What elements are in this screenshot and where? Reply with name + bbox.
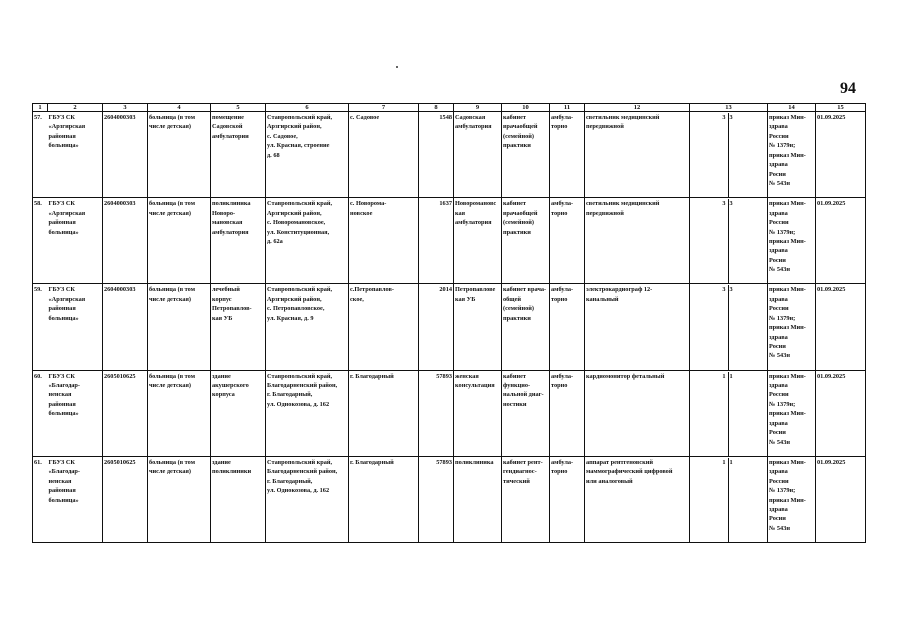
quantity-cell	[690, 112, 768, 198]
cabinet-cell: кабинет врача- общей (семейной) практики	[502, 284, 550, 370]
population-cell: 57893	[419, 456, 454, 542]
quantity-value: 3	[690, 285, 729, 370]
care-mode-cell: амбула- торно	[550, 370, 585, 456]
organization-cell: ГБУЗ СК «Благодар- ненская районная больница»	[48, 370, 103, 456]
column-header-4: 4	[148, 104, 211, 112]
address-cell: Ставропольский край, Арзгирский район, с. Петропавловское, ул. Красная, д. 9	[266, 284, 349, 370]
unit-cell: женская консультация	[454, 370, 502, 456]
quantity-required-value: 1	[729, 372, 733, 380]
column-header-12: 12	[585, 104, 690, 112]
building-cell: лечебный корпус Петропавлов- кая УБ	[211, 284, 266, 370]
column-header-2: 2	[48, 104, 103, 112]
date-cell: 01.09.2025	[816, 456, 866, 542]
order-reference-cell: приказ Мин- здрава России № 1379н; приказ Мин- здрава Росии № 543н	[768, 456, 816, 542]
address-cell: Ставропольский край, Благодарненский район, г. Благодарный, ул. Однокозова, д. 162	[266, 370, 349, 456]
column-header-7: 7	[349, 104, 419, 112]
table-row	[33, 284, 866, 370]
quantity-value: 3	[690, 199, 729, 284]
column-header-5: 5	[211, 104, 266, 112]
date-cell: 01.09.2025	[816, 370, 866, 456]
quantity-required-value: 3	[729, 286, 733, 294]
organization-cell: ГБУЗ СК «Арзгирская районная больница»	[48, 112, 103, 198]
order-reference-cell: приказ Мин- здрава России № 1379н; приказ Мин- здрава Росии № 543н	[768, 198, 816, 284]
order-reference-cell: приказ Мин- здрава России № 1379н; приказ Мин- здрава Росии № 543н	[768, 112, 816, 198]
column-header-15: 15	[816, 104, 866, 112]
population-cell: 57893	[419, 370, 454, 456]
facility-type-cell: больница (в том числе детская)	[148, 198, 211, 284]
date-cell: 01.09.2025	[816, 284, 866, 370]
quantity-cell	[690, 284, 768, 370]
organization-cell: ГБУЗ СК «Благодар- ненская районная больница»	[48, 456, 103, 542]
cabinet-cell: кабинет врачаобщей (семейной) практики	[502, 198, 550, 284]
equipment-cell: светильник медицинский передвижной	[585, 112, 690, 198]
equipment-cell: кардиомонитор фетальный	[585, 370, 690, 456]
row-number-cell: 59.	[33, 284, 48, 370]
population-cell: 1548	[419, 112, 454, 198]
column-header-14: 14	[768, 104, 816, 112]
header-row	[33, 104, 866, 112]
organization-cell: ГБУЗ СК «Арзгирская районная больница»	[48, 198, 103, 284]
column-header-8: 8	[419, 104, 454, 112]
quantity-required-value: 3	[729, 200, 733, 208]
registry-table	[32, 103, 866, 543]
unit-cell: Садовская амбулатория	[454, 112, 502, 198]
facility-type-cell: больница (в том числе детская)	[148, 284, 211, 370]
address-cell: Ставропольский край, Благодарненский район, г. Благодарный, ул. Однокозова, д. 162	[266, 456, 349, 542]
code-cell: 2604000303	[103, 284, 148, 370]
quantity-value: 1	[690, 458, 729, 543]
settlement-cell: с.Петропавлов- ское,	[349, 284, 419, 370]
cabinet-cell: кабинет врачаобщей (семейной) практики	[502, 112, 550, 198]
equipment-cell: светильник медицинский передвижной	[585, 198, 690, 284]
stray-dot	[396, 66, 398, 68]
facility-type-cell: больница (в том числе детская)	[148, 456, 211, 542]
facility-type-cell: больница (в том числе детская)	[148, 112, 211, 198]
quantity-value: 3	[690, 113, 729, 198]
facility-type-cell: больница (в том числе детская)	[148, 370, 211, 456]
address-cell: Ставропольский край, Арзгирский район, с. Садовое, ул. Красная, строение д. 68	[266, 112, 349, 198]
column-header-3: 3	[103, 104, 148, 112]
building-cell: помещение Садовской амбулатории	[211, 112, 266, 198]
code-cell: 2605010625	[103, 456, 148, 542]
care-mode-cell: амбула- торно	[550, 112, 585, 198]
building-cell: здание поликлиники	[211, 456, 266, 542]
quantity-required-value: 1	[729, 458, 733, 466]
quantity-cell	[690, 198, 768, 284]
column-header-9: 9	[454, 104, 502, 112]
table-row	[33, 112, 866, 198]
table-row	[33, 456, 866, 542]
unit-cell: поликлиника	[454, 456, 502, 542]
code-cell: 2604000303	[103, 198, 148, 284]
equipment-cell: аппарат рентгеновский маммографический цифровой или аналоговый	[585, 456, 690, 542]
quantity-cell	[690, 370, 768, 456]
settlement-cell: с. Новорома- новское	[349, 198, 419, 284]
date-cell: 01.09.2025	[816, 198, 866, 284]
column-header-11: 11	[550, 104, 585, 112]
table-row	[33, 198, 866, 284]
cabinet-cell: кабинет рент- гендиагнос- тический	[502, 456, 550, 542]
column-header-10: 10	[502, 104, 550, 112]
cabinet-cell: кабинет функцио- нальной диаг- ностики	[502, 370, 550, 456]
settlement-cell: с. Садовое	[349, 112, 419, 198]
column-header-1: 1	[33, 104, 48, 112]
organization-cell: ГБУЗ СК «Арзгирская районная больница»	[48, 284, 103, 370]
quantity-required-value: 3	[729, 114, 733, 121]
row-number-cell: 61.	[33, 456, 48, 542]
population-cell: 2014	[419, 284, 454, 370]
quantity-cell	[690, 456, 768, 542]
building-cell: здание акушерского корпуса	[211, 370, 266, 456]
row-number-cell: 60.	[33, 370, 48, 456]
column-header-13: 13	[690, 104, 768, 112]
unit-cell: Новоромановс кая амбулатория	[454, 198, 502, 284]
care-mode-cell: амбула- торно	[550, 456, 585, 542]
address-cell: Ставропольский край, Арзгирский район, с. Новоромановское, ул. Конституционная, д. 62а	[266, 198, 349, 284]
date-cell: 01.09.2025	[816, 112, 866, 198]
row-number-cell: 57.	[33, 112, 48, 198]
equipment-cell: электрокардиограф 12- канальный	[585, 284, 690, 370]
order-reference-cell: приказ Мин- здрава России № 1379н; приказ Мин- здрава Росии № 543н	[768, 370, 816, 456]
unit-cell: Петропавлове кая УБ	[454, 284, 502, 370]
care-mode-cell: амбула- торно	[550, 284, 585, 370]
page-number: 94	[840, 80, 856, 97]
row-number-cell: 58.	[33, 198, 48, 284]
settlement-cell: г. Благодарный	[349, 456, 419, 542]
care-mode-cell: амбула- торно	[550, 198, 585, 284]
settlement-cell: г. Благодарный	[349, 370, 419, 456]
table-row	[33, 370, 866, 456]
code-cell: 2604000303	[103, 112, 148, 198]
column-header-6: 6	[266, 104, 349, 112]
quantity-value: 1	[690, 372, 729, 457]
order-reference-cell: приказ Мин- здрава России № 1379н; приказ Мин- здрава Росии № 543н	[768, 284, 816, 370]
population-cell: 1637	[419, 198, 454, 284]
building-cell: поликлиника Новоро- мановская амбулатория	[211, 198, 266, 284]
code-cell: 2605010625	[103, 370, 148, 456]
